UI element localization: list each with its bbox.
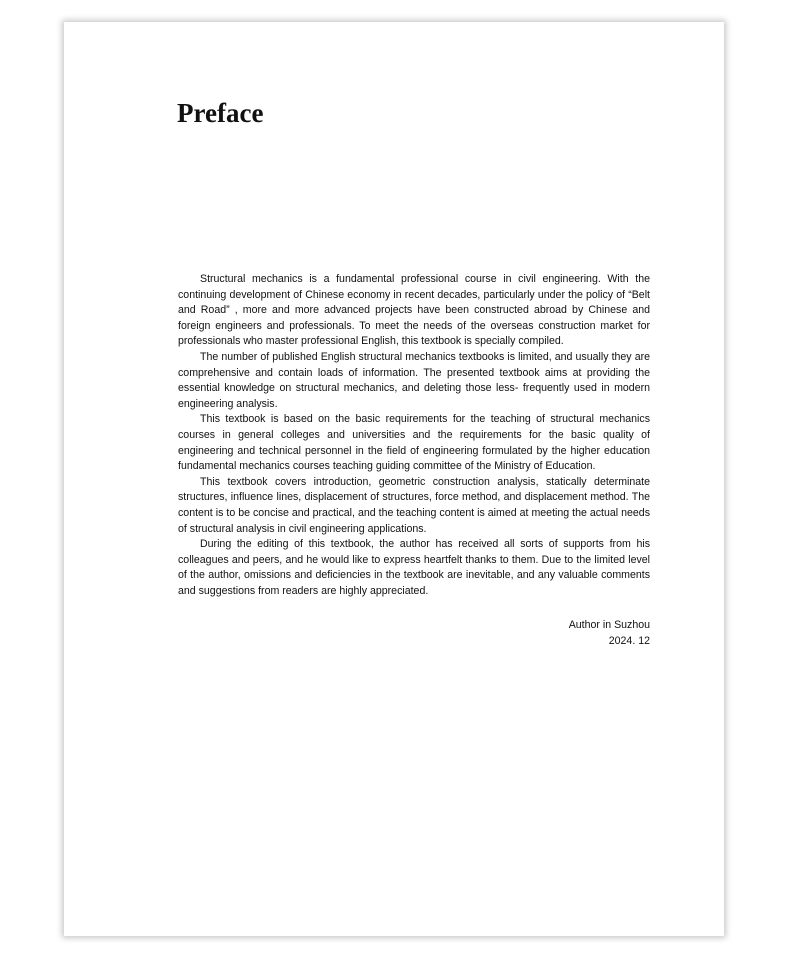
paragraph-4: This textbook covers introduction, geometric construction analysis, statically determinate structures, influence lines, displacement of structures, force method, and displacement method. The content is to be concise and practical, and the teaching content is aimed at meeting the actual needs of structural analysis in civil engineering applications. <box>178 475 650 535</box>
paragraph-1: Structural mechanics is a fundamental professional course in civil engineering. With the continuing development of Chinese economy in recent decades, particularly under the policy of “Belt and Road” , more and more advanced projects have been constructed abroad by Chinese and foreign engineers and professionals. To meet the needs of the overseas construction market for professionals who master professional English, this textbook is specially compiled. <box>178 273 650 348</box>
document-page <box>64 22 724 936</box>
paragraph-3: This textbook is based on the basic requirements for the teaching of structural mechanics courses in general colleges and universities and the requirements for the basic quality of engineering and technical personnel in the field of engineering formulated by the higher education fundamental mechanics courses teaching guiding committee of the Ministry of Education. <box>178 413 650 473</box>
signature-block <box>464 618 650 649</box>
signature-date: 2024. 12 <box>608 634 650 647</box>
signature-author: Author in Suzhou <box>568 619 650 631</box>
paragraph-2: The number of published English structural mechanics textbooks is limited, and usually they are comprehensive and contain loads of information. The presented textbook aims at providing the essential knowledge on structural mechanics, and deleting those less- frequently used in modern engineering analysis. <box>178 350 650 410</box>
preface-body <box>178 272 650 599</box>
page-title: Preface <box>177 98 264 128</box>
paragraph-5: During the editing of this textbook, the author has received all sorts of supports from his colleagues and peers, and he would like to express heartfelt thanks to them. Due to the limited level of the author, omissions and deficiencies in the textbook are inevitable, and any valuable comments and suggestions from readers are highly appreciated. <box>178 538 650 597</box>
